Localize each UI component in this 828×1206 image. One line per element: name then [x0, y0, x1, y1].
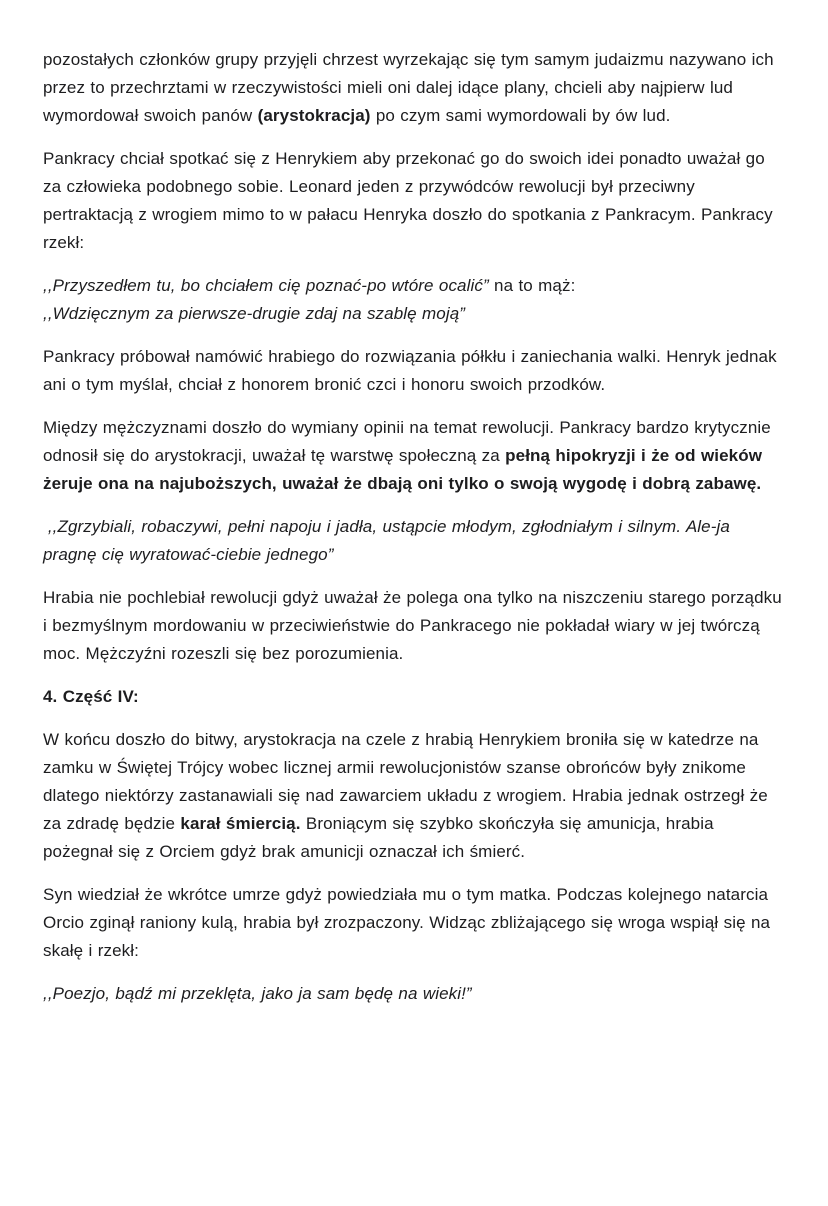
- text-run: pełną hipokryzji i że od wieków żeruje ona na najuboższych, uważał że dbają oni tylko o swoją wygodę i dobrą zabawę.: [43, 446, 768, 493]
- text-run: 4. Część IV:: [43, 687, 139, 706]
- quote-paragraph: [43, 272, 786, 328]
- text-run: Broniącym się szybko skończyła się amunicja, hrabia pożegnał się z Orciem gdyż brak amunicji oznaczał ich śmierć.: [43, 814, 719, 861]
- text-run: Pankracy próbował namówić hrabiego do rozwiązania półkłu i zaniechania walki. Henryk jednak ani o tym myślał, chciał z honorem bronić czci i honoru swoich przodków.: [43, 347, 783, 394]
- text-run: Syn wiedział że wkrótce umrze gdyż powiedziała mu o tym matka. Podczas kolejnego natarcia Orcio zginął raniony kulą, hrabia był zrozpaczony. Widząc zbliżającego się wroga wspiął się na skałę i rzekł:: [43, 885, 776, 960]
- text-run: pozostałych członków grupy przyjęli chrzest wyrzekając się tym samym judaizmu nazywano ich przez to przechrztami w rzeczywistości mieli oni dalej idące plany, chcieli aby najpierw lud wymordował swoich panów: [43, 50, 779, 125]
- paragraph: [43, 584, 786, 668]
- text-run: Pankracy chciał spotkać się z Henrykiem aby przekonać go do swoich idei ponadto uważał go za człowieka podobnego sobie. Leonard jeden z przywódców rewolucji był przeciwny pertraktacją z wrogiem mimo to w pałacu Henryka doszło do spotkania z Pankracym. Pankracy rzekł:: [43, 149, 779, 252]
- document-body: [43, 46, 786, 1008]
- text-run: ,,Zgrzybiali, robaczywi, pełni napoju i jadła, ustąpcie młodym, zgłodniałym i silnym. Ale-ja pragnę cię wyratować-ciebie jednego”: [43, 517, 736, 564]
- paragraph: [43, 726, 786, 866]
- section-heading: [43, 683, 786, 711]
- text-run: Między mężczyznami doszło do wymiany opinii na temat rewolucji. Pankracy bardzo krytycznie odnosił się do arystokracji, uważał tę warstwę społeczną za: [43, 418, 777, 465]
- text-run: po czym sami wymordowali by ów lud.: [370, 106, 671, 125]
- text-run: Hrabia nie pochlebiał rewolucji gdyż uważał że polega ona tylko na niszczeniu starego porządku i bezmyślnym mordowaniu w przeciwieństwie do Pankracego nie pokładał wiary w jej twórczą moc. Mężczyźni rozeszli się bez porozumienia.: [43, 588, 788, 663]
- text-run: ,,Poezjo, bądź mi przeklęta, jako ja sam będę na wieki!”: [43, 984, 472, 1003]
- text-run: na to mąż:: [488, 276, 576, 295]
- quote-paragraph: [43, 513, 786, 569]
- text-run: W końcu doszło do bitwy, arystokracja na czele z hrabią Henrykiem broniła się w katedrze na zamku w Świętej Trójcy wobec licznej armii rewolucjonistów szanse obrońców były znikome dlatego niektórzy zastanawiali się nad zawarciem układu z wrogiem. Hrabia jednak ostrzegł że za zdradę będzie: [43, 730, 774, 833]
- paragraph: [43, 145, 786, 257]
- paragraph: [43, 414, 786, 498]
- text-run: ,,Przyszedłem tu, bo chciałem cię poznać-po wtóre ocalić”: [43, 276, 489, 295]
- paragraph: [43, 881, 786, 965]
- text-run: ,,Wdzięcznym za pierwsze-drugie zdaj na szablę moją”: [43, 304, 466, 323]
- text-run: karał śmiercią.: [180, 814, 301, 833]
- paragraph: [43, 46, 786, 130]
- text-run: (arystokracja): [257, 106, 371, 125]
- paragraph: [43, 343, 786, 399]
- quote-paragraph: [43, 980, 786, 1008]
